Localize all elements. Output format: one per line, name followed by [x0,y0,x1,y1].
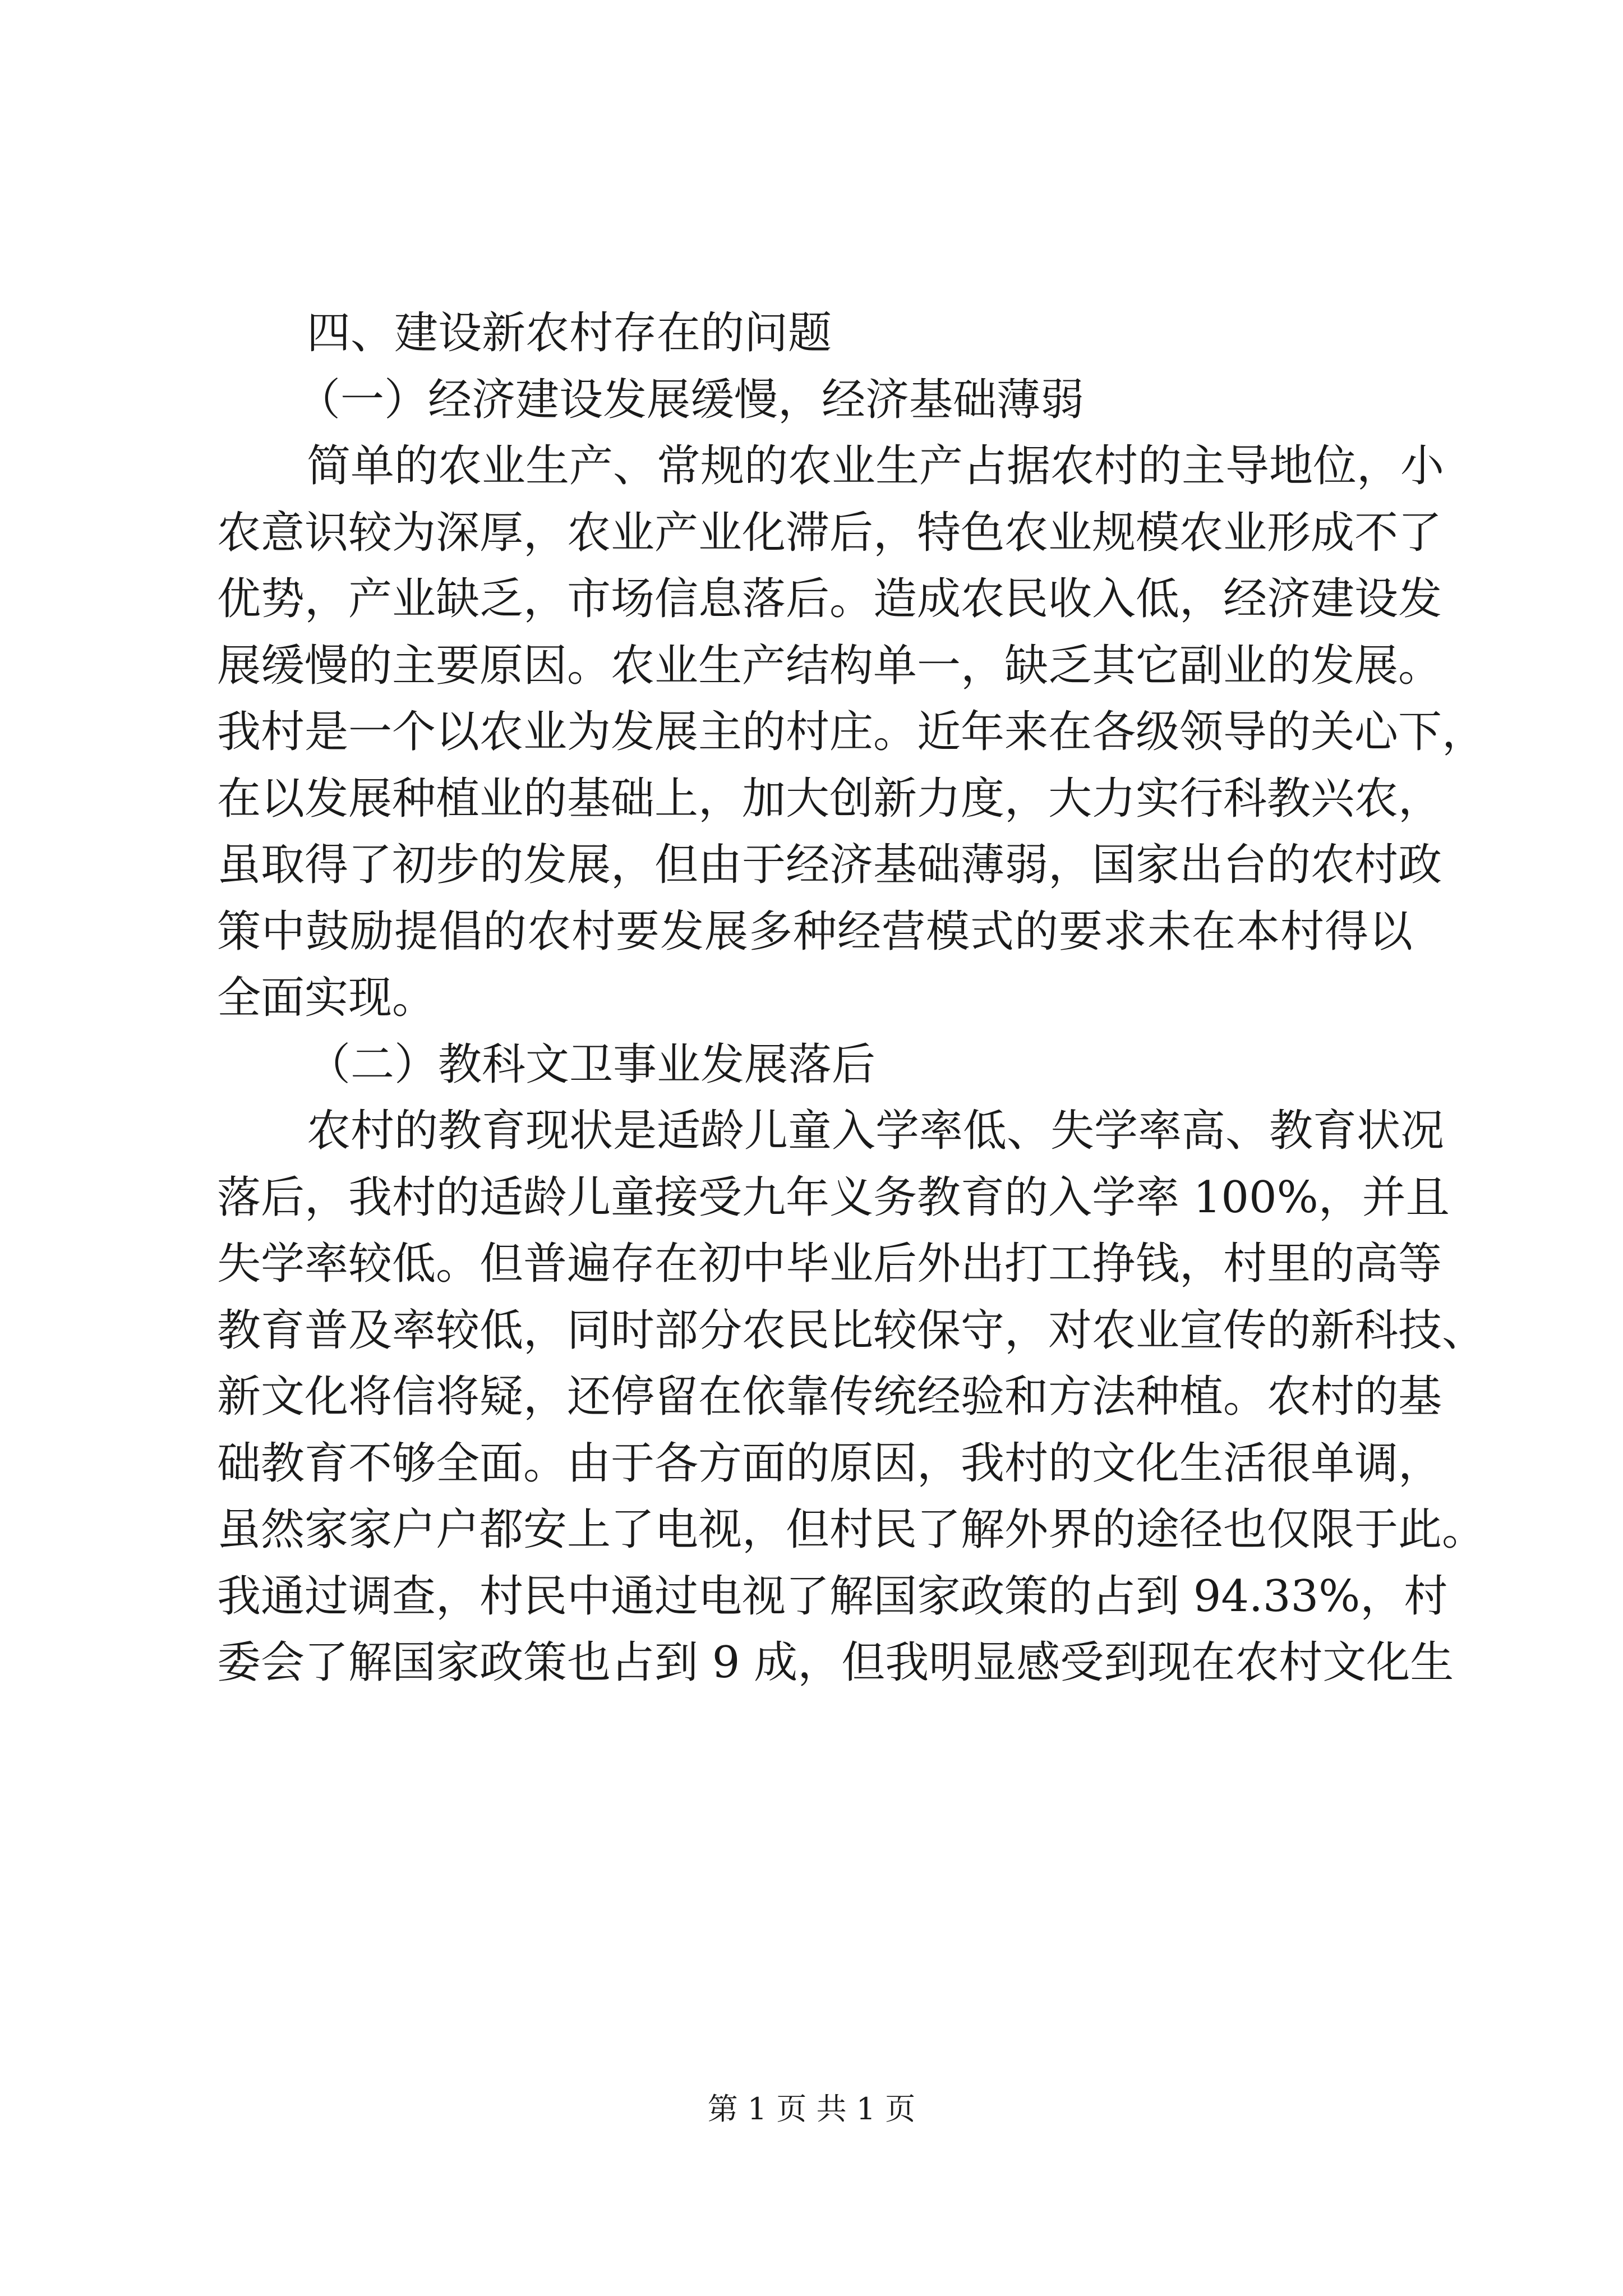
paragraph-line: 在以发展种植业的基础上，加大创新力度，大力实行科教兴农， [217,773,1442,824]
section2-title: （二）教科文卫事业发展落后 [307,1039,876,1090]
paragraph-line: 失学率较低。但普遍存在初中毕业后外出打工挣钱，村里的高等 [217,1239,1442,1289]
paragraph-line: 委会了解国家政策也占到 9 成，但我明显感受到现在农村文化生 [217,1637,1454,1688]
paragraph-line: 农意识较为深厚，农业产业化滞后，特色农业规模农业形成不了 [217,507,1442,558]
paragraph-line: 我村是一个以农业为发展主的村庄。近年来在各级领导的关心下， [217,707,1486,757]
paragraph-line: 展缓慢的主要原因。农业生产结构单一，缺乏其它副业的发展。 [217,640,1442,691]
paragraph-line: 落后，我村的适龄儿童接受九年义务教育的入学率 100%，并且 [217,1172,1450,1223]
document-body [217,300,1486,1696]
paragraph-line: 虽然家家户户都安上了电视，但村民了解外界的途径也仅限于此。 [217,1504,1486,1555]
page-footer: 第 1 页 共 1 页 [707,2091,916,2127]
paragraph-line: 虽取得了初步的发展，但由于经济基础薄弱，国家出台的农村政 [217,840,1442,890]
paragraph-line: 础教育不够全面。由于各方面的原因，我村的文化生活很单调， [217,1438,1442,1489]
paragraph-line: 我通过调查，村民中通过电视了解国家政策的占到 94.33%，村 [217,1571,1448,1622]
paragraph-line: 教育普及率较低，同时部分农民比较保守，对农业宣传的新科技、 [217,1305,1486,1356]
paragraph-line: 简单的农业生产、常规的农业生产占据农村的主导地位，小 [307,441,1445,491]
paragraph-line: 新文化将信将疑，还停留在依靠传统经验和方法种植。农村的基 [217,1372,1442,1422]
paragraph-line: 策中鼓励提倡的农村要发展多种经营模式的要求未在本村得以 [217,906,1413,957]
section1-title: （一）经济建设发展缓慢，经济基础薄弱 [297,374,1085,425]
paragraph-line: 优势，产业缺乏，市场信息落后。造成农民收入低，经济建设发 [217,574,1442,624]
section-heading: 四、建设新农村存在的问题 [307,308,832,358]
paragraph-line: 全面实现。 [217,973,436,1023]
paragraph-line: 农村的教育现状是适龄儿童入学率低、失学率高、教育状况 [307,1106,1445,1156]
